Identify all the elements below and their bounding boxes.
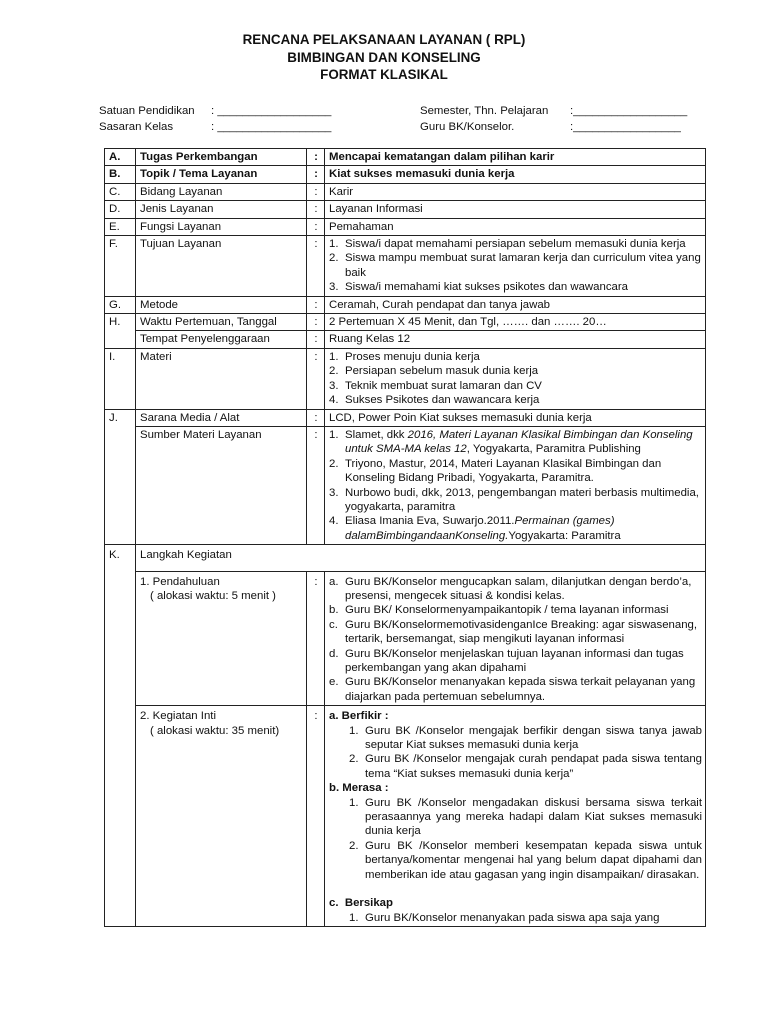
row-colon: : [307, 409, 325, 426]
source-item: 3. Nurbowo budi, dkk, 2013, pengembangan materi berbasis multimedia, yogyakarta, paramitra [329, 486, 699, 513]
rpl-table [104, 148, 706, 927]
guru-label: Guru BK/Konselor. [420, 121, 515, 133]
row-k [105, 545, 706, 571]
row-colon: : [307, 296, 325, 313]
guru-field[interactable]: :_________________ [570, 121, 681, 133]
row-value: LCD, Power Poin Kiat sukses memasuki dunia kerja [325, 409, 706, 426]
semester-row [420, 104, 687, 118]
source-item: 2. Triyono, Mastur, 2014, Materi Layanan Klasikal Bimbingan dan Konseling Bidang Pribadi, Yogyakarta, Paramitra. [329, 457, 662, 485]
row-label: Langkah Kegiatan [136, 545, 706, 571]
step-item: a. Guru BK/Konselor mengucapkan salam, dilanjutkan dengan berdo’a, presensi, mengecek situasi & kondisi kelas. [329, 575, 692, 602]
inti-steps [325, 706, 706, 927]
step-item: 1. Guru BK /Konselor mengajak berfikir dengan siswa tanya jawab seputar Kiat sukses memasuki dunia kerja [349, 724, 702, 752]
document-title [0, 31, 768, 84]
row-code: I. [105, 348, 136, 409]
row-label: Sumber Materi Layanan [136, 426, 307, 544]
berfikir-section: a. Berfikir : 1. Guru BK /Konselor mengajak berfikir dengan siswa tanya jawab seputar Kiat sukses memasuki dunia kerja 2. Guru BK /Konselor mengajak curah pendapat pada siswa tentang tema “Kiat sukses memasuki dunia kerja” [329, 710, 702, 780]
title-line-1: RENCANA PELAKSANAAN LAYANAN ( RPL) [242, 32, 526, 47]
row-colon: : [307, 426, 325, 544]
row-value: Mencapai kematangan dalam pilihan karir [325, 149, 706, 166]
row-code-empty [105, 426, 136, 544]
row-code-empty [105, 331, 136, 348]
sasaran-kelas-field[interactable]: : __________________ [211, 121, 332, 133]
row-colon: : [307, 166, 325, 183]
inti-label: 2. Kegiatan Inti ( alokasi waktu: 35 menit) [136, 706, 307, 927]
row-colon: : [307, 236, 325, 297]
satuan-pendidikan-field[interactable]: : __________________ [211, 105, 332, 117]
semester-label: Semester, Thn. Pelajaran [420, 105, 549, 117]
row-f [105, 236, 706, 297]
row-label: Tugas Perkembangan [136, 149, 307, 166]
row-colon: : [307, 201, 325, 218]
row-value [325, 236, 706, 297]
guru-row [420, 120, 681, 134]
row-g [105, 296, 706, 313]
row-code: J. [105, 409, 136, 426]
list-item: 3. Teknik membuat surat lamaran dan CV [329, 379, 542, 392]
row-c [105, 183, 706, 200]
row-colon: : [307, 571, 325, 706]
row-code: D. [105, 201, 136, 218]
row-code-empty [105, 571, 136, 706]
list-item: 1. Siswa/i dapat memahami persiapan sebelum memasuki dunia kerja [329, 238, 686, 251]
step-item: 1. Guru BK /Konselor mengadakan diskusi bersama siswa terkait perasaannya yang mereka hadapi dalam Kiat sukses memasuki dunia kerja [349, 796, 702, 838]
row-code: K. [105, 545, 136, 571]
step-item: c. Guru BK/KonselormemotivasidenganIce Breaking: agar siswasenang, tertarik, bersemangat, siap mengikuti layanan informasi [329, 618, 698, 646]
satuan-pendidikan-label: Satuan Pendidikan [99, 105, 195, 117]
sasaran-kelas-row [99, 120, 331, 134]
list-item: 1. Proses menuju dunia kerja [329, 350, 480, 363]
row-h [105, 314, 706, 331]
row-value: Ruang Kelas 12 [325, 331, 706, 348]
row-label: Sarana Media / Alat [136, 409, 307, 426]
title-line-2: BIMBINGAN DAN KONSELING [287, 49, 481, 65]
row-value: 2 Pertemuan X 45 Menit, dan Tgl, ……. dan ……. 20… [325, 314, 706, 331]
row-code: B. [105, 166, 136, 183]
row-k-pendahuluan [105, 571, 706, 706]
row-code: E. [105, 218, 136, 235]
satuan-pendidikan-row [99, 104, 331, 118]
row-label: Jenis Layanan [136, 201, 307, 218]
row-value: Pemahaman [325, 218, 706, 235]
row-value: Layanan Informasi [325, 201, 706, 218]
row-colon: : [307, 706, 325, 927]
row-code: C. [105, 183, 136, 200]
step-item: e. Guru BK/Konselor menanyakan kepada siswa terkait pelayanan yang diajarkan pada pertemuan sebelumnya. [329, 676, 696, 703]
row-code: A. [105, 149, 136, 166]
row-i [105, 348, 706, 409]
row-value: Ceramah, Curah pendapat dan tanya jawab [325, 296, 706, 313]
row-label: Tujuan Layanan [136, 236, 307, 297]
row-k-inti [105, 706, 706, 927]
row-h-tempat [105, 331, 706, 348]
row-label: Materi [136, 348, 307, 409]
row-colon: : [307, 348, 325, 409]
list-item: 3. Siswa/i memahami kiat sukses psikotes dan wawancara [329, 281, 628, 294]
source-item: 1. Slamet, dkk 2016, Materi Layanan Klasikal Bimbingan dan Konseling untuk SMA-MA kelas 12, Yogyakarta, Paramitra Publishing [329, 428, 693, 456]
step-item: d. Guru BK/Konselor menjelaskan tujuan layanan informasi dan tugas perkembangan yang akan dipahami [329, 647, 684, 674]
list-item: 4. Sukses Psikotes dan wawancara kerja [329, 394, 540, 407]
row-e [105, 218, 706, 235]
row-value: Karir [325, 183, 706, 200]
row-code: H. [105, 314, 136, 331]
source-item: 4. Eliasa Imania Eva, Suwarjo.2011.Permainan (games) dalamBimbingandaanKonseling.Yogyakarta: Paramitra [329, 515, 621, 542]
row-code: G. [105, 296, 136, 313]
bersikap-section: c. Bersikap 1. Guru BK/Konselor menanyakan pada siswa apa saja yang [329, 896, 702, 925]
row-label: Topik / Tema Layanan [136, 166, 307, 183]
row-label: Tempat Penyelenggaraan [136, 331, 307, 348]
row-value [325, 348, 706, 409]
row-d [105, 201, 706, 218]
pendahuluan-steps [325, 571, 706, 706]
title-line-3: FORMAT KLASIKAL [320, 67, 448, 82]
step-item: 1. Guru BK/Konselor menanyakan pada siswa apa saja yang [349, 911, 660, 924]
row-colon: : [307, 314, 325, 331]
row-colon: : [307, 218, 325, 235]
semester-field[interactable]: :__________________ [570, 105, 688, 117]
row-b [105, 166, 706, 183]
row-label: Fungsi Layanan [136, 218, 307, 235]
sasaran-kelas-label: Sasaran Kelas [99, 121, 174, 133]
merasa-section: b. Merasa : 1. Guru BK /Konselor mengadakan diskusi bersama siswa terkait perasaannya yang mereka hadapi dalam Kiat sukses memasuki dunia kerja 2. Guru BK /Konselor memberi kesempatan kepada siswa untuk bertanya/komentar mengenai hal yang belum dapat dipahami dan memberikan ide atau gagasan yang ingin disampaikan/ dirasakan. [329, 782, 702, 881]
row-code: F. [105, 236, 136, 297]
list-item: 2. Siswa mampu membuat surat lamaran kerja dan curriculum vitea yang baik [329, 252, 701, 279]
row-j-sumber [105, 426, 706, 544]
row-value: Kiat sukses memasuki dunia kerja [325, 166, 706, 183]
row-j [105, 409, 706, 426]
pendahuluan-label: 1. Pendahuluan ( alokasi waktu: 5 menit ) [136, 571, 307, 706]
row-colon: : [307, 183, 325, 200]
step-item: 2. Guru BK /Konselor memberi kesempatan kepada siswa untuk bertanya/komentar mengenai hal yang belum dapat dipahami dan memberikan ide atau gagasan yang ingin disampaikan/ dirasakan. [349, 839, 702, 881]
row-label: Bidang Layanan [136, 183, 307, 200]
row-colon: : [307, 149, 325, 166]
row-code-empty [105, 706, 136, 927]
row-label: Metode [136, 296, 307, 313]
step-item: 2. Guru BK /Konselor mengajak curah pendapat pada siswa tentang tema “Kiat sukses memasuki dunia kerja” [349, 753, 702, 780]
row-label: Waktu Pertemuan, Tanggal [136, 314, 307, 331]
row-a [105, 149, 706, 166]
row-colon: : [307, 331, 325, 348]
step-item: b. Guru BK/ Konselormenyampaikantopik / tema layanan informasi [329, 604, 669, 617]
row-value [325, 426, 706, 544]
list-item: 2. Persiapan sebelum masuk dunia kerja [329, 365, 539, 378]
